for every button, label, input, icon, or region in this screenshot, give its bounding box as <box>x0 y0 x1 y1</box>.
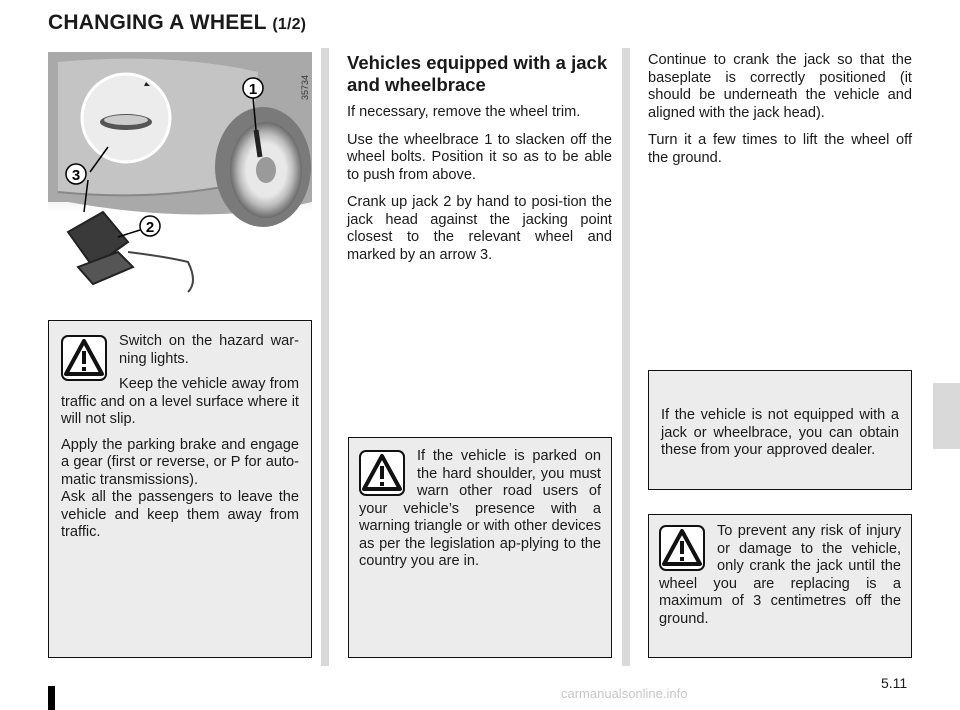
column-divider <box>622 48 630 666</box>
warning-icon <box>659 525 705 571</box>
middle-column <box>347 52 612 274</box>
callout-2-label: 2 <box>145 219 155 236</box>
callout-1 <box>243 78 263 98</box>
callout-1-label: 1 <box>248 81 258 98</box>
page-number: 5.11 <box>881 675 908 691</box>
jack-illustration <box>48 52 312 300</box>
body-paragraph: Turn it a few times to lift the wheel off the ground. <box>648 132 912 166</box>
warning-paragraph: Apply the parking brake and engage a gear (first or reverse, or P for auto-matic transmissions). <box>61 436 299 488</box>
warning-text: To prevent any risk of injury or damage to the vehicle, only crank the jack until the wheel you are replacing is a maximum of 3 centimetres off the ground. <box>659 523 901 627</box>
column-divider <box>321 48 329 666</box>
warning-icon <box>61 335 107 381</box>
body-paragraph: If necessary, remove the wheel trim. <box>347 104 581 120</box>
page-corner-mark <box>48 686 55 710</box>
dealer-info-box <box>648 370 912 490</box>
right-column <box>648 52 912 177</box>
warning-icon <box>359 450 405 496</box>
watermark: carmanualsonline.info <box>561 686 688 701</box>
figure-reference: 35734 <box>300 74 310 100</box>
title-part: (1/2) <box>272 16 307 33</box>
warning-paragraph: Keep the vehicle away from traffic and on a level surface where it will not slip. <box>61 376 299 427</box>
warning-text: If the vehicle is parked on the hard shoulder, you must warn other road users of your vehicle’s presence with a warning triangle or with other devices as per the legislation ap-plying to the country you are in. <box>359 448 601 569</box>
callout-2 <box>140 216 160 236</box>
chapter-tab <box>933 383 960 449</box>
body-paragraph: Use the wheelbrace 1 to slacken off the wheel bolts. Position it so as to be able to push from above. <box>347 131 612 183</box>
warning-paragraph: Ask all the passengers to leave the vehicle and keep them away from traffic. <box>61 489 299 540</box>
hazard-warning-box <box>48 320 312 658</box>
page-title <box>48 11 306 35</box>
hard-shoulder-warning-box <box>348 437 612 658</box>
body-paragraph: Crank up jack 2 by hand to posi-tion the jack head against the jacking point closest to the relevant wheel and marked by an arrow 3. <box>347 194 612 263</box>
callout-3-label: 3 <box>71 167 81 184</box>
callout-3 <box>66 164 86 184</box>
section-heading: Vehicles equipped with a jack and wheelbrace <box>347 52 608 95</box>
body-paragraph: Continue to crank the jack so that the baseplate is correctly positioned (it should be underneath the vehicle and aligned with the jack head). <box>648 52 912 121</box>
info-text: If the vehicle is not equipped with a jack or wheelbrace, you can obtain these from your approved dealer. <box>661 407 899 458</box>
jack-height-warning-box <box>648 514 912 658</box>
title-text: CHANGING A WHEEL <box>48 11 267 34</box>
warning-paragraph: Switch on the hazard war-ning lights. <box>119 333 299 367</box>
